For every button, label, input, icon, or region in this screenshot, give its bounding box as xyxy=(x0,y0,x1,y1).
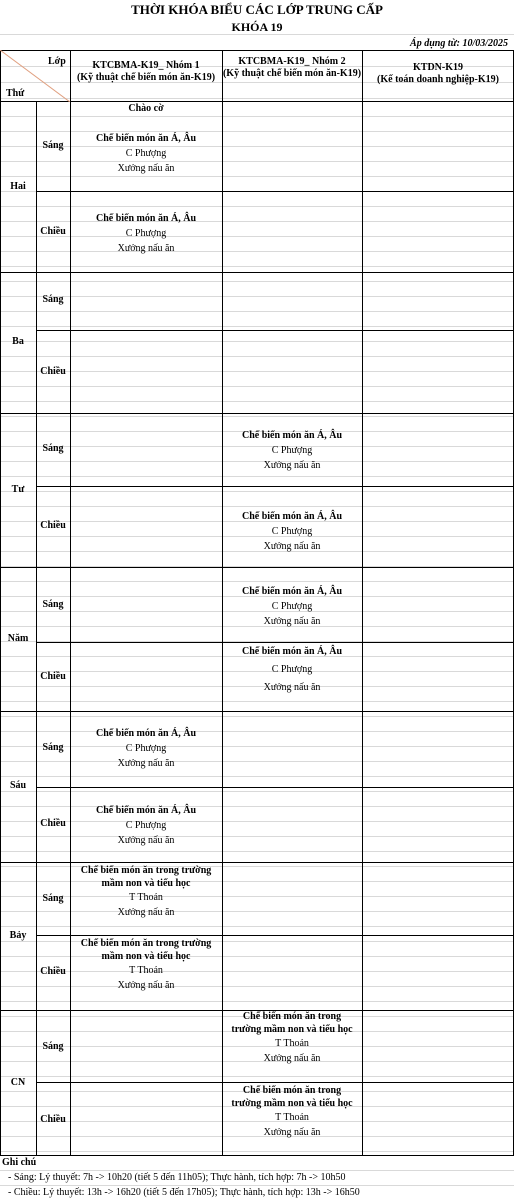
gridline xyxy=(0,281,514,282)
gridline xyxy=(0,266,514,267)
session-border xyxy=(36,330,514,331)
header-class-2: KTCBMA-K19_ Nhóm 2 (Kỹ thuật chế biến món ăn-K19) xyxy=(222,56,362,79)
day-ba: Ba xyxy=(12,336,24,347)
entry-bay-sang-c1: Chế biến món ăn trong trường mầm non và tiểu học T Thoản Xưởng nấu ăn xyxy=(80,865,212,918)
entry-tu-sang-c2: Chế biến món ăn Á, Âu C Phượng Xưởng nấu ăn xyxy=(241,430,343,471)
day-hai: Hai xyxy=(10,181,26,192)
session-tu-chieu: Chiều xyxy=(40,520,66,531)
session-nam-sang: Sáng xyxy=(42,599,64,610)
day-border xyxy=(0,567,514,568)
session-ba-chieu: Chiều xyxy=(40,366,66,377)
day-bay: Bảy xyxy=(9,930,27,941)
apply-date: Áp dụng từ: 10/03/2025 xyxy=(410,38,508,49)
day-tu: Tư xyxy=(11,484,25,495)
session-nam-chieu: Chiều xyxy=(40,671,66,682)
notes-title: Ghi chú xyxy=(2,1157,37,1168)
entry-hai-sang-c1: Chào cờ Chế biến món ăn Á, Âu C Phượng Xưởng nấu ăn xyxy=(95,103,197,174)
vborder xyxy=(362,50,363,1155)
gridline xyxy=(0,851,514,852)
gridline xyxy=(0,98,514,99)
gridline xyxy=(0,1170,514,1171)
gridline xyxy=(0,341,514,342)
day-border xyxy=(0,413,514,414)
page-subtitle: KHÓA 19 xyxy=(231,20,283,34)
gridline xyxy=(0,476,514,477)
gridline xyxy=(0,791,514,792)
session-border xyxy=(36,935,514,936)
entry-sau-sang-c1: Chế biến món ăn Á, Âu C Phượng Xưởng nấu ăn xyxy=(95,728,197,769)
gridline xyxy=(0,491,514,492)
header-border xyxy=(0,50,514,51)
entry-cn-sang-c2: Chế biến món ăn trong trường mầm non và tiểu học T Thoản Xưởng nấu ăn xyxy=(231,1011,353,1064)
session-bay-chieu: Chiều xyxy=(40,966,66,977)
gridline xyxy=(0,371,514,372)
notes-line-1: - Sáng: Lý thuyết: 7h -> 10h20 (tiết 5 đến 11h05); Thực hành, tích hợp: 7h -> 10h50 xyxy=(8,1172,346,1183)
day-border xyxy=(0,1155,514,1156)
session-hai-chieu: Chiều xyxy=(40,226,66,237)
gridline xyxy=(0,206,514,207)
gridline xyxy=(0,716,514,717)
session-border xyxy=(36,486,514,487)
gridline xyxy=(0,401,514,402)
page-title: THỜI KHÓA BIỂU CÁC LỚP TRUNG CẤP xyxy=(131,2,383,17)
gridline xyxy=(0,1001,514,1002)
gridline xyxy=(0,776,514,777)
vborder xyxy=(0,50,1,1155)
gridline xyxy=(0,1185,514,1186)
day-nam: Năm xyxy=(7,633,29,644)
session-border xyxy=(36,191,514,192)
gridline xyxy=(0,311,514,312)
day-sau: Sáu xyxy=(9,780,27,791)
entry-hai-chieu-c1: Chế biến món ăn Á, Âu C Phượng Xưởng nấu ăn xyxy=(95,213,197,254)
session-sau-sang: Sáng xyxy=(42,742,64,753)
gridline xyxy=(0,1151,514,1152)
session-ba-sang: Sáng xyxy=(42,294,64,305)
gridline xyxy=(0,581,514,582)
session-border xyxy=(36,1082,514,1083)
day-border xyxy=(0,272,514,273)
session-tu-sang: Sáng xyxy=(42,443,64,454)
entry-nam-sang-c2: Chế biến món ăn Á, Âu C Phượng Xưởng nấu ăn xyxy=(241,586,343,627)
gridline xyxy=(0,416,514,417)
gridline xyxy=(0,356,514,357)
gridline xyxy=(0,701,514,702)
session-cn-chieu: Chiều xyxy=(40,1114,66,1125)
gridline xyxy=(0,926,514,927)
header-lop: Lớp xyxy=(48,56,66,67)
session-sau-chieu: Chiều xyxy=(40,818,66,829)
vborder xyxy=(36,101,37,1155)
gridline xyxy=(0,34,514,35)
entry-nam-chieu-c2: Chế biến món ăn Á, Âu C Phượng Xưởng nấu ăn xyxy=(241,646,343,693)
header-class-3: KTDN-K19 (Kế toán doanh nghiệp-K19) xyxy=(377,62,499,85)
day-cn: CN xyxy=(10,1077,26,1088)
session-border xyxy=(36,787,514,788)
session-border xyxy=(36,642,514,643)
day-border xyxy=(0,862,514,863)
notes-line-2: - Chiều: Lý thuyết: 13h -> 16h20 (tiết 5 đến 17h05); Thực hành, tích hợp: 13h -> 16h50 xyxy=(8,1187,360,1198)
session-bay-sang: Sáng xyxy=(42,893,64,904)
entry-tu-chieu-c2: Chế biến món ăn Á, Âu C Phượng Xưởng nấu ăn xyxy=(241,511,343,552)
entry-bay-chieu-c1: Chế biến món ăn trong trường mầm non và tiểu học T Thoản Xưởng nấu ăn xyxy=(80,938,212,991)
gridline xyxy=(0,326,514,327)
session-hai-sang: Sáng xyxy=(42,140,64,151)
entry-sau-chieu-c1: Chế biến món ăn Á, Âu C Phượng Xưởng nấu ăn xyxy=(95,805,197,846)
gridline xyxy=(0,1076,514,1077)
header-class-1: KTCBMA-K19_ Nhóm 1 (Kỹ thuật chế biến món ăn-K19) xyxy=(76,60,216,83)
gridline xyxy=(0,506,514,507)
gridline xyxy=(0,296,514,297)
header-thu: Thứ xyxy=(6,88,25,99)
entry-cn-chieu-c2: Chế biến món ăn trong trường mầm non và tiểu học T Thoản Xưởng nấu ăn xyxy=(231,1085,353,1138)
session-cn-sang: Sáng xyxy=(42,1041,64,1052)
gridline xyxy=(0,386,514,387)
day-border xyxy=(0,711,514,712)
gridline xyxy=(0,176,514,177)
